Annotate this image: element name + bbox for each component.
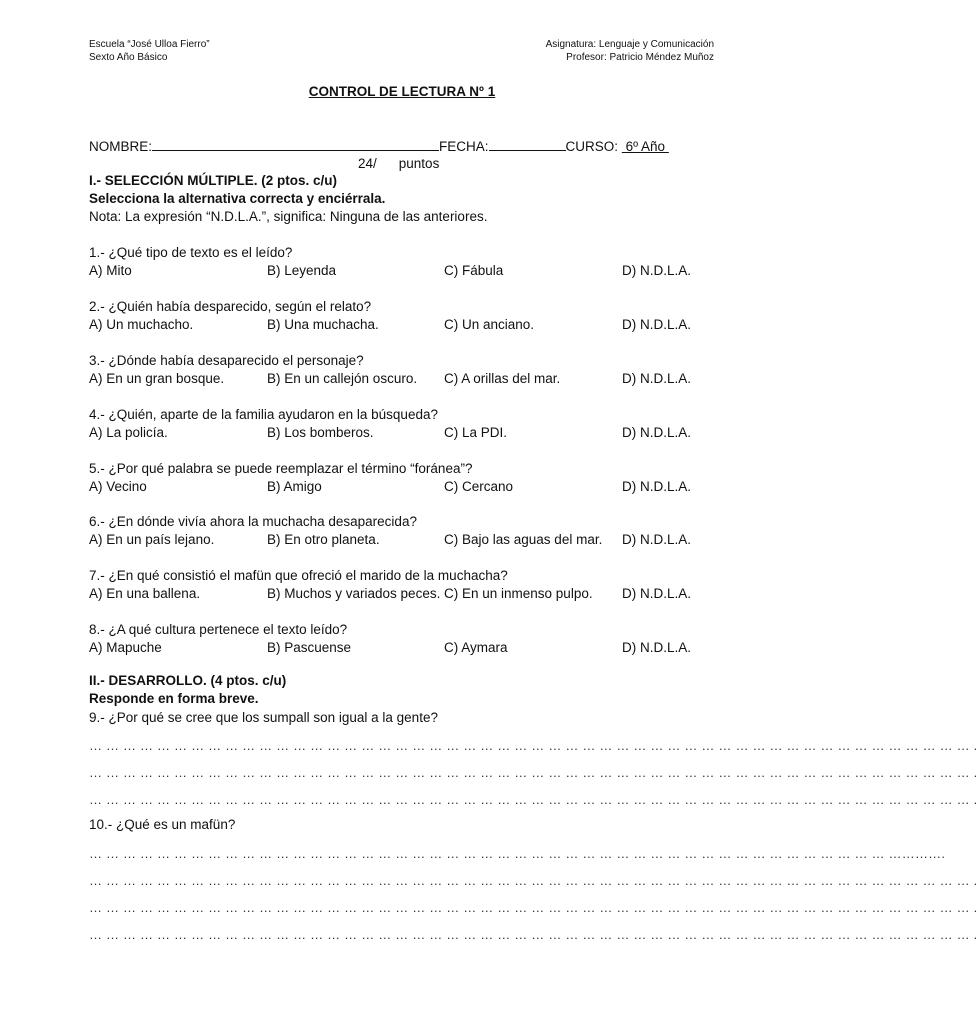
option-b[interactable]: B) Amigo xyxy=(267,479,322,494)
option-a[interactable]: A) Un muchacho. xyxy=(89,317,194,332)
option-d[interactable]: D) N.D.L.A. xyxy=(622,263,692,278)
subject-info xyxy=(546,38,714,64)
question-7: 7.- ¿En qué consistió el mafün que ofreció el marido de la muchacha? xyxy=(89,568,508,583)
answer-line[interactable]: … … … … … … … … … … … … … … … … … … … … … … … … … … … … … … … … … … … … … … … … … … … … … … … … … … … … . xyxy=(89,792,977,807)
answer-line[interactable]: … … … … … … … … … … … … … … … … … … … … … … … … … … … … … … … … … … … … … … … … … … … … … … … … … … … … . xyxy=(89,765,977,780)
question-8: 8.- ¿A qué cultura pertenece el texto leído? xyxy=(89,622,348,637)
title-text: CONTROL DE LECTURA Nº 1 xyxy=(308,84,496,99)
section1-note: Nota: La expresión “N.D.L.A.”, significa: Ninguna de las anteriores. xyxy=(89,209,488,224)
option-c[interactable]: C) Un anciano. xyxy=(444,317,535,332)
option-b[interactable]: B) Los bomberos. xyxy=(267,425,374,440)
course-label: CURSO: xyxy=(565,139,619,154)
course-value-text: 6º Año xyxy=(625,139,666,154)
options-5 xyxy=(89,478,729,496)
option-a[interactable]: A) Mapuche xyxy=(89,640,162,655)
option-b[interactable]: B) Muchos y variados peces. xyxy=(267,586,441,601)
option-b[interactable]: B) En otro planeta. xyxy=(267,532,380,547)
option-d[interactable]: D) N.D.L.A. xyxy=(622,371,692,386)
option-d[interactable]: D) N.D.L.A. xyxy=(622,479,692,494)
option-c[interactable]: C) Bajo las aguas del mar. xyxy=(444,532,603,547)
option-a[interactable]: A) En una ballena. xyxy=(89,586,201,601)
school-info xyxy=(89,38,210,64)
option-d[interactable]: D) N.D.L.A. xyxy=(622,425,692,440)
section1-heading: I.- SELECCIÓN MÚLTIPLE. (2 ptos. c/u) xyxy=(89,173,338,188)
question-9: 9.- ¿Por qué se cree que los sumpall son igual a la gente? xyxy=(89,710,438,725)
name-blank[interactable] xyxy=(152,138,439,151)
question-2: 2.- ¿Quién había desparecido, según el relato? xyxy=(89,299,372,314)
options-7 xyxy=(89,585,729,603)
subject-name: Asignatura: Lenguaje y Comunicación xyxy=(545,39,714,50)
section2-instruction: Responde en forma breve. xyxy=(89,691,259,706)
question-10: 10.- ¿Qué es un mafün? xyxy=(89,817,236,832)
options-3 xyxy=(89,370,729,388)
option-c[interactable]: C) Cercano xyxy=(444,479,514,494)
teacher-name: Profesor: Patricio Méndez Muñoz xyxy=(566,52,714,63)
options-1 xyxy=(89,262,729,280)
answer-line[interactable]: … … … … … … … … … … … … … … … … … … … … … … … … … … … … … … … … … … … … … … … … … … … … … … … … … … … … . xyxy=(89,738,977,753)
option-b[interactable]: B) Leyenda xyxy=(267,263,337,278)
date-label: FECHA: xyxy=(439,139,489,154)
option-c[interactable]: C) Fábula xyxy=(444,263,504,278)
option-a[interactable]: A) Vecino xyxy=(89,479,147,494)
options-2 xyxy=(89,316,729,334)
option-b[interactable]: B) En un callejón oscuro. xyxy=(267,371,418,386)
option-c[interactable]: C) Aymara xyxy=(444,640,508,655)
answer-line[interactable]: … … … … … … … … … … … … … … … … … … … … … … … … … … … … … … … … … … … … … … … … … … … … … … … … … … … … . xyxy=(89,900,977,915)
page-title xyxy=(0,84,804,99)
answer-line[interactable]: … … … … … … … … … … … … … … … … … … … … … … … … … … … … … … … … … … … … … … … … … … … … … … … …………. xyxy=(89,846,946,861)
score-unit: puntos xyxy=(398,156,440,171)
option-b[interactable]: B) Pascuense xyxy=(267,640,352,655)
grade-level: Sexto Año Básico xyxy=(89,52,168,63)
answer-line[interactable]: … … … … … … … … … … … … … … … … … … … … … … … … … … … … … … … … … … … … … … … … … … … … … … … … … … … … . xyxy=(89,927,977,942)
option-a[interactable]: A) En un gran bosque. xyxy=(89,371,225,386)
option-c[interactable]: C) En un inmenso pulpo. xyxy=(444,586,593,601)
school-name: Escuela “José Ulloa Fierro” xyxy=(89,39,210,50)
question-3: 3.- ¿Dónde había desaparecido el personaje? xyxy=(89,353,364,368)
student-info-line xyxy=(89,138,669,154)
section1-instruction: Selecciona la alternativa correcta y enciérrala. xyxy=(89,191,386,206)
option-c[interactable]: C) La PDI. xyxy=(444,425,508,440)
options-8 xyxy=(89,639,729,657)
option-a[interactable]: A) Mito xyxy=(89,263,132,278)
option-d[interactable]: D) N.D.L.A. xyxy=(622,586,692,601)
option-d[interactable]: D) N.D.L.A. xyxy=(622,640,692,655)
options-6 xyxy=(89,531,729,549)
question-1: 1.- ¿Qué tipo de texto es el leído? xyxy=(89,245,293,260)
option-c[interactable]: C) A orillas del mar. xyxy=(444,371,561,386)
section2-heading: II.- DESARROLLO. (4 ptos. c/u) xyxy=(89,673,287,688)
name-label: NOMBRE: xyxy=(89,139,153,154)
question-5: 5.- ¿Por qué palabra se puede reemplazar el término “foránea”? xyxy=(89,461,473,476)
option-b[interactable]: B) Una muchacha. xyxy=(267,317,379,332)
question-6: 6.- ¿En dónde vivía ahora la muchacha desaparecida? xyxy=(89,514,417,529)
answer-line[interactable]: … … … … … … … … … … … … … … … … … … … … … … … … … … … … … … … … … … … … … … … … … … … … … … … … … … … … . xyxy=(89,873,977,888)
option-d[interactable]: D) N.D.L.A. xyxy=(622,317,692,332)
score-total: 24/ xyxy=(358,156,377,171)
course-value xyxy=(622,139,669,154)
options-4 xyxy=(89,424,729,442)
option-a[interactable]: A) La policía. xyxy=(89,425,168,440)
question-4: 4.- ¿Quién, aparte de la familia ayudaron en la búsqueda? xyxy=(89,407,438,422)
score-box xyxy=(358,156,439,171)
date-blank[interactable] xyxy=(489,138,566,151)
option-a[interactable]: A) En un país lejano. xyxy=(89,532,215,547)
option-d[interactable]: D) N.D.L.A. xyxy=(622,532,692,547)
